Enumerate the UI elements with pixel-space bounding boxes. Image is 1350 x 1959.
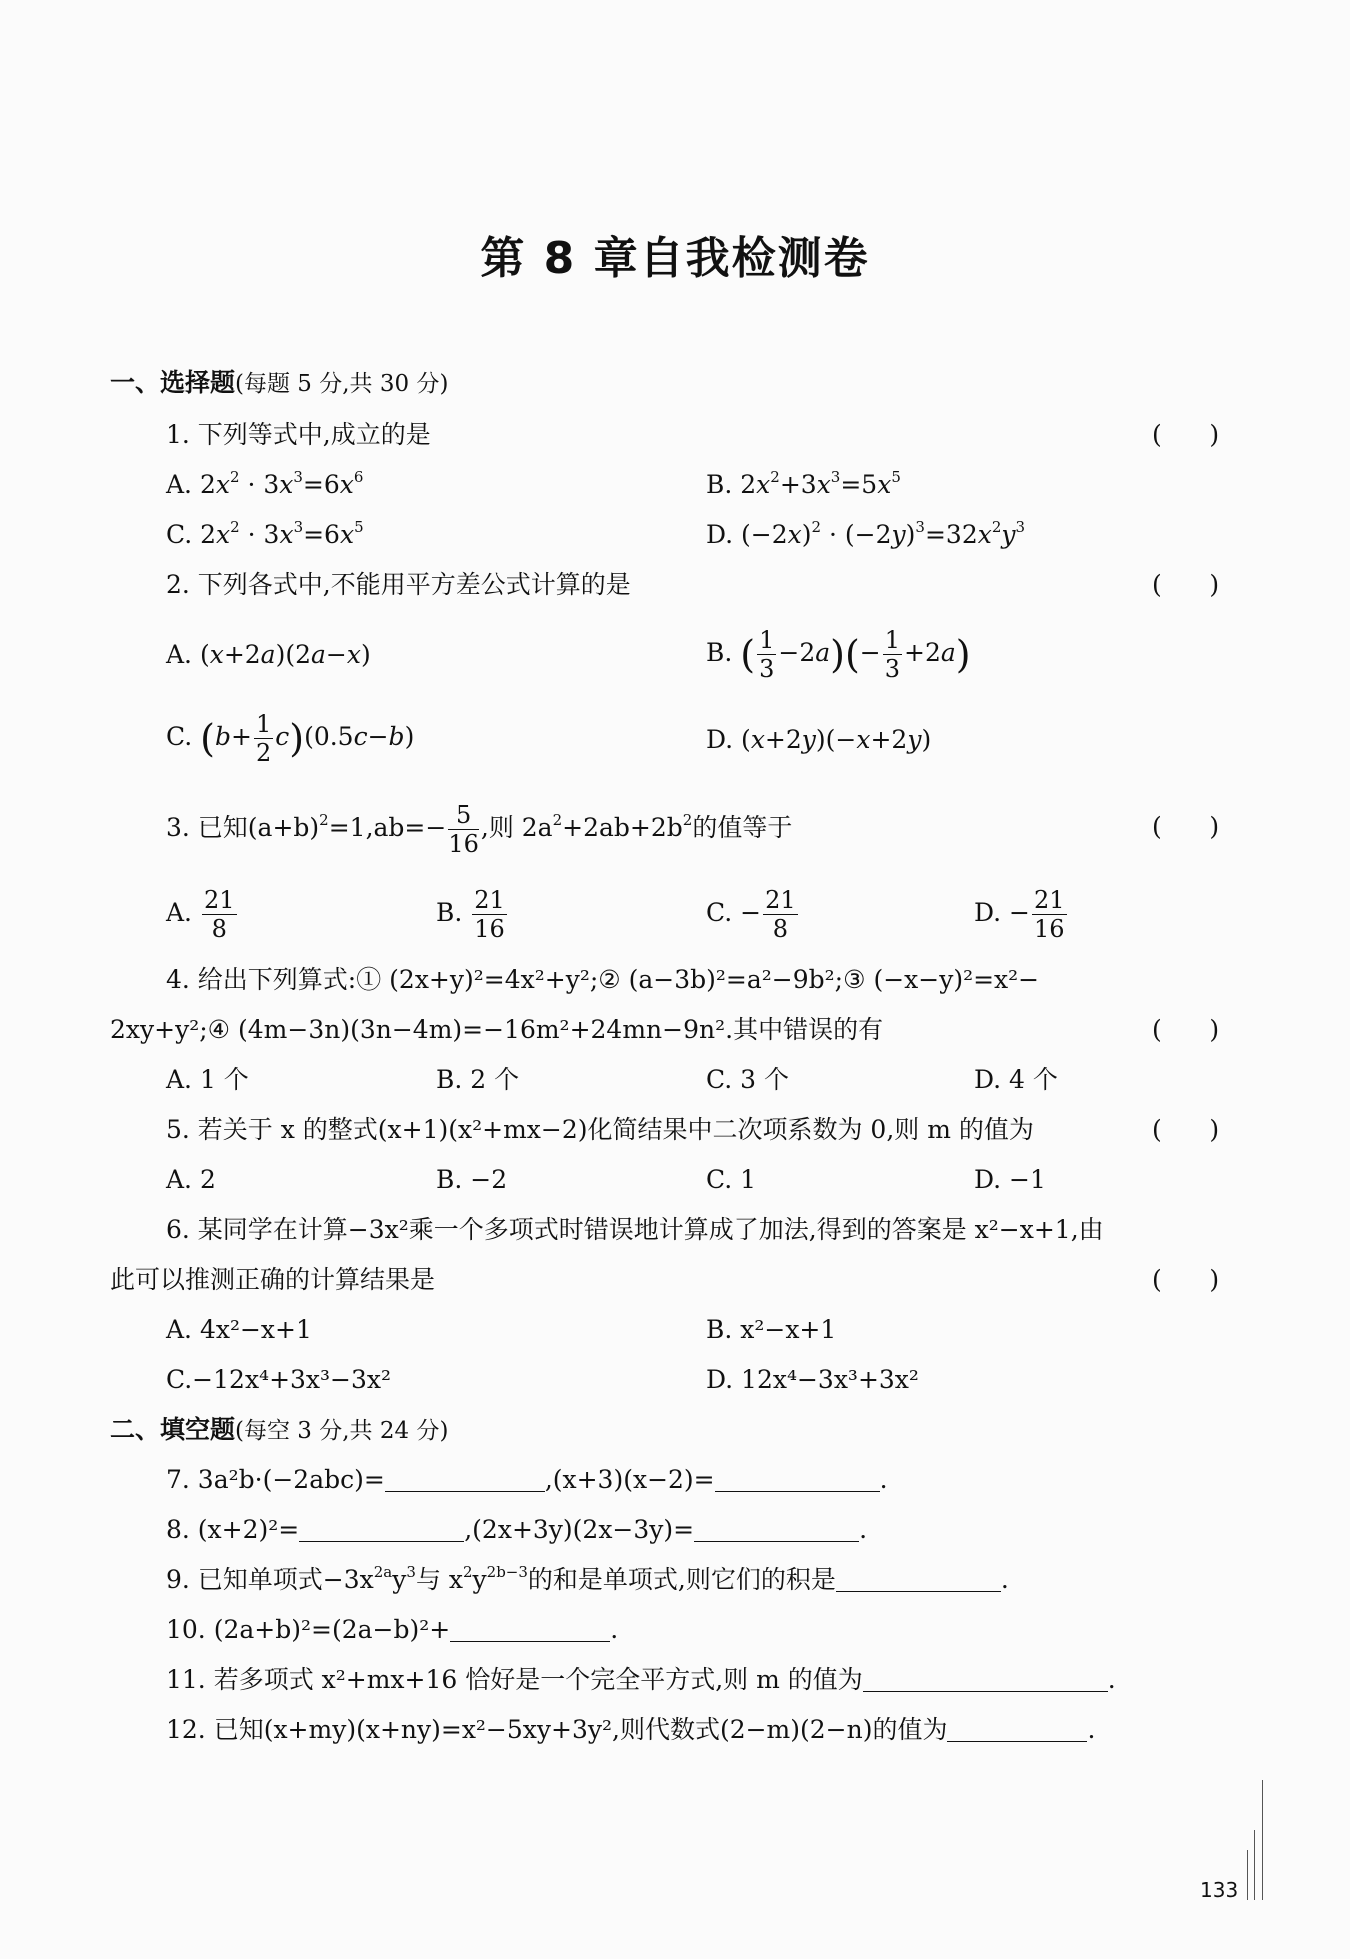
edge-line xyxy=(1247,1850,1248,1900)
q6-option-b: B. x²−x+1 xyxy=(706,1315,837,1344)
question-11: 11. 若多项式 x²+mx+16 恰好是一个完全平方式,则 m 的值为 . xyxy=(166,1665,1116,1694)
q7-blank-1[interactable] xyxy=(385,1467,545,1492)
question-4-line-2: 2xy+y²;④ (4m−3n)(3n−4m)=−16m²+24mn−9n².其中错误的有 xyxy=(110,1015,884,1044)
q4-option-a: A. 1 个 xyxy=(166,1065,249,1094)
page-title: 第 8 章自我检测卷 xyxy=(480,233,870,284)
q4-option-b: B. 2 个 xyxy=(436,1065,520,1094)
answer-paren-1: ( ) xyxy=(1152,420,1220,449)
q2-option-b: B. ( $\frac{1}{3}$ −2a)(− $\frac{1}{3}$ +2a) xyxy=(706,626,971,683)
q1-option-a: A. $2x^2 \cdot 3x^3=6x^6$ xyxy=(166,468,364,499)
q5-option-a: A. 2 xyxy=(166,1165,216,1194)
answer-paren-5: ( ) xyxy=(1152,1115,1220,1144)
q6-option-c: C.−12x⁴+3x³−3x² xyxy=(166,1365,392,1394)
q6-option-a: A. 4x²−x+1 xyxy=(166,1315,312,1344)
section-one-heading xyxy=(110,368,448,399)
q3-option-a: A. $\frac{21}{8}$ xyxy=(166,886,235,943)
q10-blank[interactable] xyxy=(450,1617,610,1642)
q2-option-d: D. (x+2y)(−x+2y) xyxy=(706,725,932,754)
q3-option-b: B. $\frac{21}{16}$ xyxy=(436,886,505,943)
q1-option-d: D. $(-2x)^2 \cdot (-2y)^3=32x^2y^3$ xyxy=(706,518,1026,549)
page-number: 133 xyxy=(1200,1878,1239,1902)
q4-option-d: D. 4 个 xyxy=(974,1065,1058,1094)
q6-option-d: D. 12x⁴−3x³+3x² xyxy=(706,1365,919,1394)
question-12: 12. 已知(x+my)(x+ny)=x²−5xy+3y²,则代数式(2−m)(2−n)的值为 . xyxy=(166,1715,1096,1744)
q8-blank-2[interactable] xyxy=(694,1517,859,1542)
q5-option-d: D. −1 xyxy=(974,1165,1046,1194)
q9-blank[interactable] xyxy=(836,1567,1001,1592)
question-9: 9. 已知单项式$-3x^{2a}y^3$与 $x^2y^{2b-3}$的和是单项式,则它们的积是 . xyxy=(166,1563,1009,1594)
q5-option-b: B. −2 xyxy=(436,1165,508,1194)
question-8: 8. (x+2)²= ,(2x+3y)(2x−3y)= . xyxy=(166,1515,868,1544)
question-6-line-1: 6. 某同学在计算−3x²乘一个多项式时错误地计算成了加法,得到的答案是 x²−x+1,由 xyxy=(166,1215,1104,1244)
q3-option-c: C. − $\frac{21}{8}$ xyxy=(706,886,796,943)
q12-blank[interactable] xyxy=(947,1717,1087,1742)
answer-paren-3: ( ) xyxy=(1152,812,1220,841)
q8-blank-1[interactable] xyxy=(299,1517,464,1542)
q3-option-d: D. − $\frac{21}{16}$ xyxy=(974,886,1065,943)
q7-blank-2[interactable] xyxy=(715,1467,880,1492)
q1-option-b: B. $2x^2+3x^3=5x^5$ xyxy=(706,468,901,499)
question-6-line-2: 此可以推测正确的计算结果是 xyxy=(110,1265,436,1294)
question-10: 10. (2a+b)²=(2a−b)²+ . xyxy=(166,1615,619,1644)
section-two-note: (每空 3 分,共 24 分) xyxy=(235,1418,449,1444)
section-two-label: 二、填空题 xyxy=(110,1415,236,1444)
q2-option-c: C. (b+ $\frac{1}{2}$ c)(0.5c−b) xyxy=(166,710,415,767)
answer-paren-2: ( ) xyxy=(1152,570,1220,599)
q1-option-c: C. $2x^2 \cdot 3x^3=6x^5$ xyxy=(166,518,364,549)
q5-option-c: C. 1 xyxy=(706,1165,757,1194)
section-one-note: (每题 5 分,共 30 分) xyxy=(235,371,449,397)
answer-paren-6: ( ) xyxy=(1152,1265,1220,1294)
question-5-stem: 5. 若关于 x 的整式(x+1)(x²+mx−2)化简结果中二次项系数为 0,则 m 的值为 xyxy=(166,1115,1034,1144)
q4-option-c: C. 3 个 xyxy=(706,1065,789,1094)
q11-blank[interactable] xyxy=(863,1667,1108,1692)
section-one-label: 一、选择题 xyxy=(110,368,236,397)
question-4-line-1: 4. 给出下列算式:① (2x+y)²=4x²+y²;② (a−3b)²=a²−9b²;③ (−x−y)²=x²− xyxy=(166,965,1040,994)
question-2-stem: 2. 下列各式中,不能用平方差公式计算的是 xyxy=(166,570,631,599)
answer-paren-4: ( ) xyxy=(1152,1015,1220,1044)
section-two-heading xyxy=(110,1415,448,1446)
q2-option-a: A. (x+2a)(2a−x) xyxy=(166,640,371,669)
edge-line xyxy=(1262,1780,1263,1900)
question-3-stem: 3. 已知$(a+b)^2=1,ab=-$ $\frac{5}{16}$ ,则 $2a^2+2ab+2b^2$的值等于 xyxy=(166,801,793,858)
edge-line xyxy=(1254,1830,1255,1900)
question-7: 7. 3a²b·(−2abc)= ,(x+3)(x−2)= . xyxy=(166,1465,888,1494)
question-1-stem: 1. 下列等式中,成立的是 xyxy=(166,420,431,449)
